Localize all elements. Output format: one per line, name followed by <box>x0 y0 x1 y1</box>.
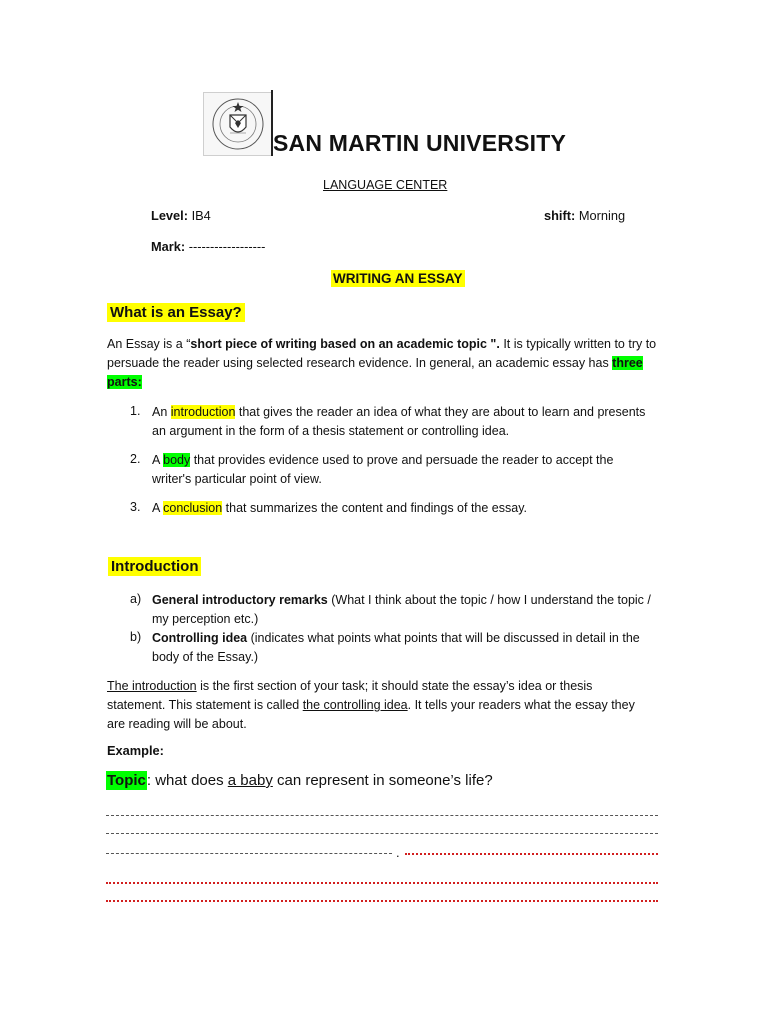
bold-span: Controlling idea <box>152 631 248 645</box>
underlined-span: the controlling idea <box>302 698 408 712</box>
text-span: An <box>152 405 171 419</box>
highlight-three-parts: three parts: <box>107 356 643 389</box>
text-span: is the first section of your task; it should state the essay’s idea or thesis statement. This statement is called <box>107 679 593 712</box>
answer-line-red <box>405 853 658 855</box>
underlined-span: a baby <box>227 772 273 789</box>
text-span: . It tells your readers what the essay they are reading will be about. <box>107 698 635 731</box>
text-span: can represent in someone’s life? <box>272 772 493 789</box>
list-letter: a) <box>130 592 142 606</box>
text-span: An Essay is a “ <box>107 337 191 351</box>
highlight-introduction: introduction <box>170 405 236 419</box>
text-span: that provides evidence used to prove and persuade the reader to accept the writer's particular point of view. <box>152 453 614 486</box>
text-span: that gives the reader an idea of what they are about to learn and presents an argument in the form of a thesis statement or controlling idea. <box>152 405 646 438</box>
list-item-introduction <box>152 403 662 441</box>
highlight-body: body <box>163 453 191 467</box>
example-label: Example: <box>107 743 164 758</box>
answer-line-red <box>106 900 658 902</box>
shift-value: Morning <box>578 208 626 223</box>
text-span: A <box>152 453 164 467</box>
level-value: IB4 <box>191 208 211 223</box>
page-title: WRITING AN ESSAY <box>333 271 463 286</box>
bold-span: General introductory remarks <box>152 593 328 607</box>
answer-line <box>106 853 392 854</box>
list-number: 1. <box>130 404 141 418</box>
list-item-conclusion <box>152 499 662 518</box>
list-number: 2. <box>130 452 141 466</box>
list-number: 3. <box>130 500 141 514</box>
university-logo <box>203 92 273 156</box>
text-span: A <box>152 501 164 515</box>
essay-definition-paragraph <box>107 335 667 392</box>
level-label: Level: <box>151 208 188 223</box>
university-title: SAN MARTIN UNIVERSITY <box>273 130 566 156</box>
underlined-span: The introduction <box>107 679 197 693</box>
answer-line-red <box>106 882 658 884</box>
department-label: LANGUAGE CENTER <box>323 178 448 192</box>
list-item-body <box>152 451 642 489</box>
section-heading-what-is-essay: What is an Essay? <box>107 303 245 322</box>
shift-field <box>544 208 625 223</box>
text-span: It is typically written to try to persuade the reader using selected research evidence. In general, an academic essay has <box>107 337 657 370</box>
text-span: (What I think about the topic / how I understand the topic / my perception etc.) <box>152 593 651 626</box>
answer-line <box>106 833 658 834</box>
bold-span: short piece of writing based on an academic topic ". <box>190 337 500 351</box>
text-span: that summarizes the content and findings of the essay. <box>222 501 528 515</box>
list-letter: b) <box>130 630 142 644</box>
level-field <box>151 208 211 223</box>
answer-line <box>106 815 658 816</box>
shield-crest-icon <box>204 93 272 155</box>
intro-item-controlling-idea <box>152 629 652 667</box>
introduction-explanation-paragraph <box>107 677 652 734</box>
highlight-conclusion: conclusion <box>163 501 223 515</box>
topic-line <box>106 772 493 789</box>
text-span: (indicates what points what points that will be discussed in detail in the body of the Essay.) <box>152 631 640 664</box>
shift-label: shift: <box>544 208 576 223</box>
mark-value: ------------------ <box>188 239 266 254</box>
mark-label: Mark: <box>151 239 186 254</box>
text-span: : what does <box>146 772 228 789</box>
section-heading-introduction: Introduction <box>108 557 201 576</box>
mark-field <box>151 239 265 254</box>
topic-label: Topic <box>107 772 146 789</box>
answer-dot: . <box>396 845 400 860</box>
intro-item-general-remarks <box>152 591 667 629</box>
